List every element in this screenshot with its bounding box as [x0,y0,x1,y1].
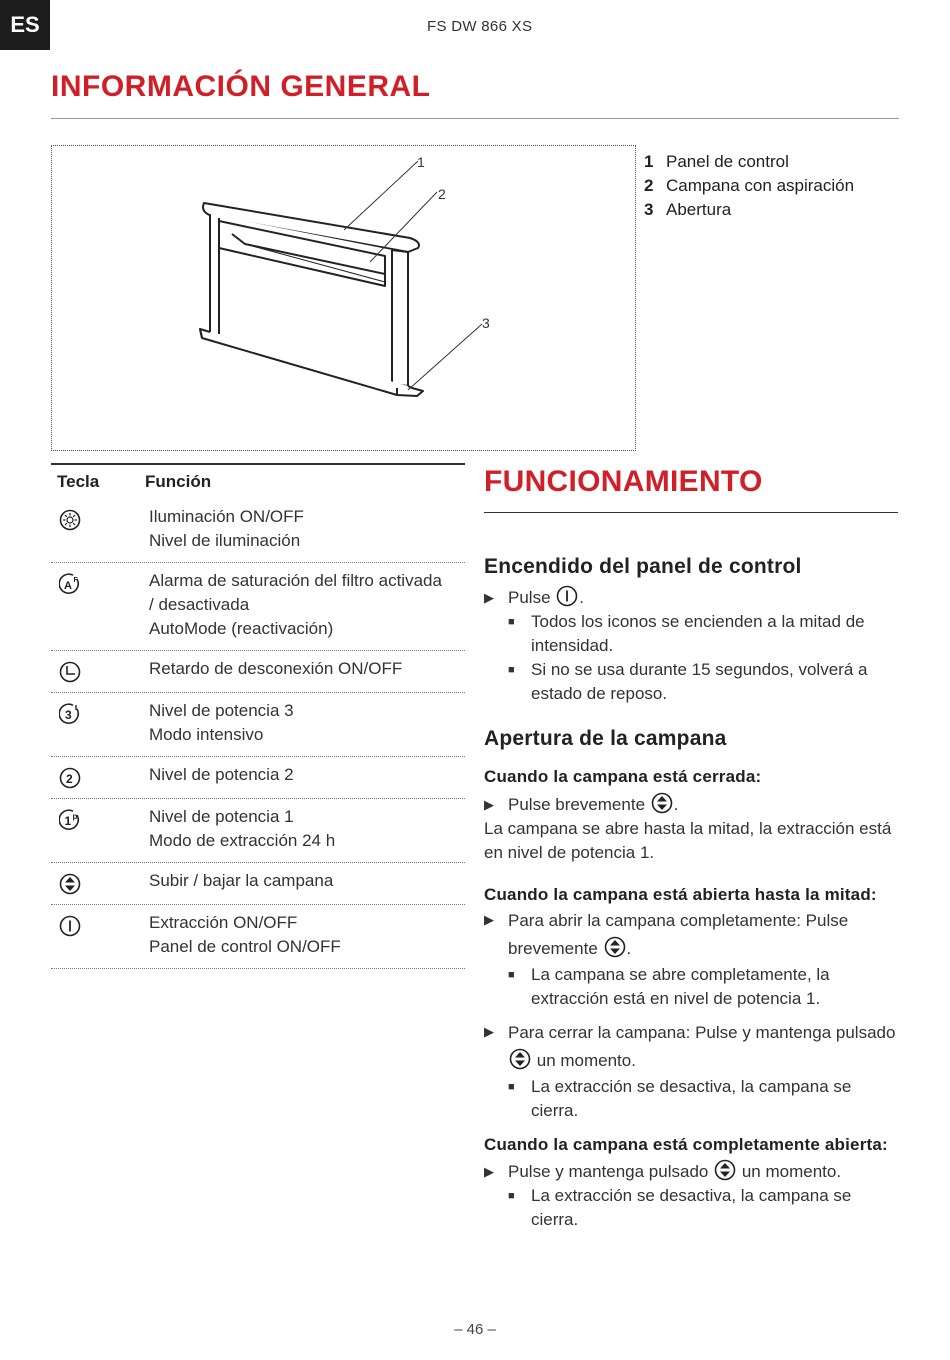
key-function-table [51,463,465,969]
step-arrow-icon: ▶ [484,1164,494,1179]
table-row [51,863,465,905]
step-text: Pulse [508,588,551,607]
function-text: Nivel de potencia 3 [149,701,294,720]
instruction-step [484,1159,898,1184]
figure-legend [644,150,854,222]
up-down-icon [509,1048,531,1070]
up-down-icon [59,873,81,895]
legend-label: Abertura [666,200,732,219]
operation-section [484,463,898,1232]
up-down-icon [714,1159,736,1181]
step-text-end: . [673,795,679,814]
function-text: Subir / bajar la campana [149,871,334,890]
svg-text:3: 3 [65,708,72,722]
function-text: Nivel de potencia 2 [149,765,294,784]
function-text: Panel de control ON/OFF [149,937,341,956]
legend-item [644,150,854,174]
step-text: Pulse y mantenga pulsado [508,1162,709,1181]
step-arrow-icon: ▶ [484,797,494,812]
function-text: / desactivada [149,595,250,614]
svg-text:2: 2 [66,772,73,786]
bullet-text: La campana se abre completamente, la extracción está en nivel de potencia 1. [531,965,830,1008]
callout-1: 1 [417,154,425,170]
svg-text:F: F [73,577,78,584]
legend-num: 2 [644,176,654,195]
legend-num: 3 [644,200,654,219]
bullet-square-icon: ■ [508,1081,515,1093]
bullet-text: La extracción se desactiva, la campana se cierra. [531,1186,852,1229]
section-rule [484,512,898,513]
callout-3: 3 [482,315,490,331]
function-text: Nivel de potencia 1 [149,807,294,826]
step-text-end: . [579,588,584,607]
step-text: Para cerrar la campana: Pulse y mantenga pulsado [508,1023,896,1042]
model-name: FS DW 866 XS [427,18,533,35]
result-bullet [484,610,898,658]
power-level-3-icon [59,703,81,725]
function-text: Retardo de desconexión ON/OFF [149,659,403,678]
instruction-step [484,585,898,610]
column-header-key: Tecla [57,472,100,491]
condition-heading: Cuando la campana está abierta hasta la mitad: [484,885,877,904]
light-icon [59,509,81,531]
step-text: Para abrir la campana completamente: Pulse brevemente [508,911,849,958]
subsection-heading: Encendido del panel de control [484,555,802,578]
step-arrow-icon: ▶ [484,1024,494,1039]
bullet-text: La extracción se desactiva, la campana se cierra. [531,1077,852,1120]
function-text: Extracción ON/OFF [149,913,298,932]
page-number: – 46 – [454,1321,496,1338]
legend-label: Panel de control [666,152,789,171]
bullet-text: Si no se usa durante 15 segundos, volverá a estado de reposo. [531,660,868,703]
result-bullet [484,658,898,706]
step-text: Pulse brevemente [508,795,646,814]
table-row [51,757,465,799]
bullet-square-icon: ■ [508,664,515,676]
bullet-square-icon: ■ [508,1190,515,1202]
language-tab: ES [0,0,50,50]
power-level-1-icon [59,809,81,831]
hood-illustration [51,145,636,451]
section-title: FUNCIONAMIENTO [484,465,763,498]
step-arrow-icon: ▶ [484,590,494,605]
title-rule [51,118,899,119]
up-down-icon [604,936,626,958]
step-text-end: un momento. [741,1162,842,1181]
power-icon [556,585,578,607]
function-text: AutoMode (reactivación) [149,619,334,638]
function-text: Iluminación ON/OFF [149,507,304,526]
instruction-step [484,1019,898,1075]
step-text-end: un momento. [536,1051,636,1070]
instruction-step [484,907,898,963]
svg-text:A: A [64,580,72,592]
result-bullet [484,1184,898,1232]
step-arrow-icon: ▶ [484,912,494,927]
legend-label: Campana con aspiración [666,176,855,195]
function-text: Modo de extracción 24 h [149,831,336,850]
power-icon [59,915,81,937]
result-bullet [484,1075,898,1123]
table-row [51,905,465,969]
up-down-icon [651,792,673,814]
table-row [51,499,465,563]
function-text: Modo intensivo [149,725,264,744]
function-text: Alarma de saturación del filtro activada [149,571,442,590]
table-row [51,693,465,757]
callout-2: 2 [438,186,446,202]
legend-item [644,198,854,222]
timer-icon [59,661,81,683]
condition-heading: Cuando la campana está cerrada: [484,767,762,786]
power-level-2-icon [59,767,81,789]
bullet-text: Todos los iconos se encienden a la mitad de intensidad. [531,612,865,655]
step-text-end: . [626,939,632,958]
table-header [51,463,465,499]
subsection-heading: Apertura de la campana [484,727,727,750]
bullet-square-icon: ■ [508,969,515,981]
table-row [51,799,465,863]
table-row [51,563,465,651]
legend-item [644,174,854,198]
instruction-step [484,792,898,817]
function-text: Nivel de iluminación [149,531,301,550]
result-bullet [484,963,898,1011]
filter-alarm-icon [59,573,81,595]
svg-text:p: p [72,812,78,821]
column-header-function: Función [145,472,212,491]
table-row [51,651,465,693]
bullet-square-icon: ■ [508,616,515,628]
condition-heading: Cuando la campana está completamente abierta: [484,1135,888,1154]
legend-num: 1 [644,152,654,171]
result-text: La campana se abre hasta la mitad, la extracción está en nivel de potencia 1. [484,819,892,862]
downdraft-hood-drawing [52,146,637,452]
page-title: INFORMACIÓN GENERAL [51,70,431,103]
svg-text:1: 1 [64,814,72,828]
